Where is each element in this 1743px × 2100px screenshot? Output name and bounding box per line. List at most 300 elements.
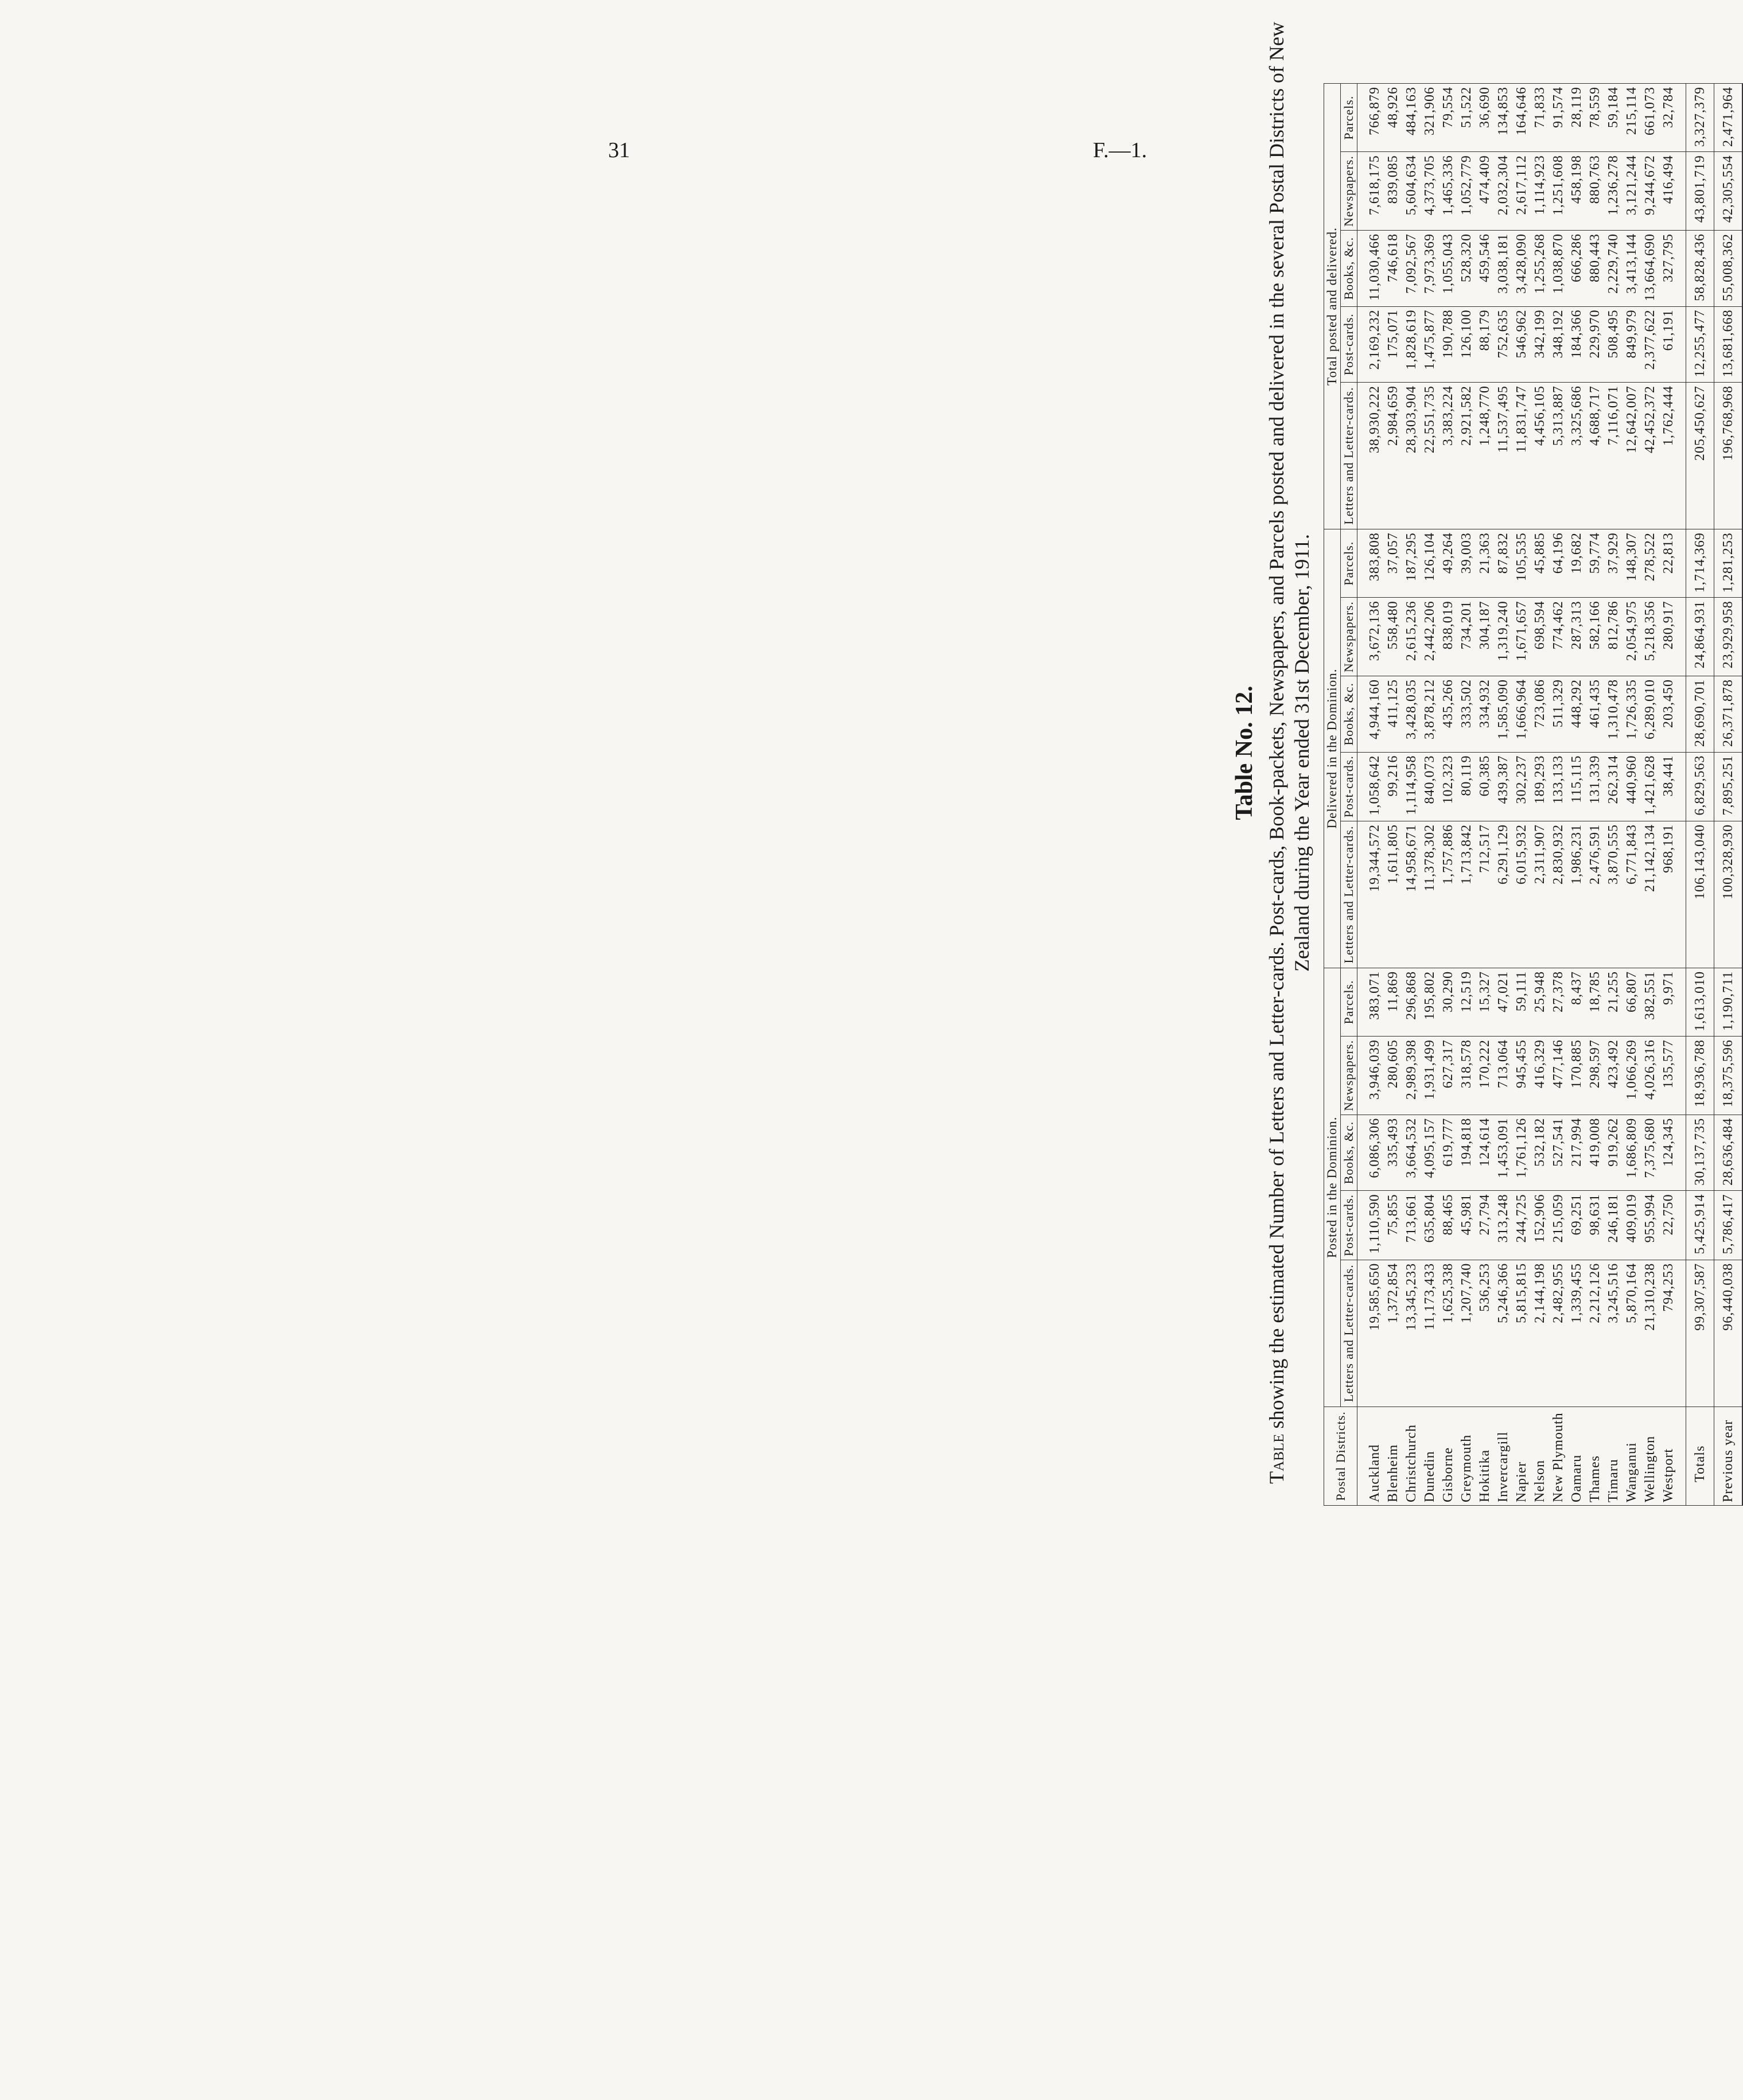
title-block <box>1231 0 1314 1506</box>
table-cell: 7,116,071 <box>1604 383 1623 529</box>
table-cell: 13,681,668 <box>1714 306 1743 383</box>
table-cell: 558,480 <box>1384 598 1402 676</box>
delivered-group-header: Delivered in the Dominion. <box>1324 529 1341 968</box>
table-cell: 2,311,907 <box>1531 821 1549 968</box>
table-cell: 1,114,958 <box>1402 752 1421 821</box>
table-cell: 527,541 <box>1549 1115 1567 1191</box>
totals-row <box>1686 84 1714 1506</box>
table-cell: 582,166 <box>1586 598 1604 676</box>
district-label: Gisborne <box>1439 1407 1457 1505</box>
table-cell: 170,222 <box>1476 1037 1494 1115</box>
table-cell: 1,761,126 <box>1512 1115 1531 1191</box>
table-cell: 194,818 <box>1457 1115 1476 1191</box>
total-group-header: Total posted and delivered. <box>1324 84 1341 529</box>
table-cell: 175,071 <box>1384 306 1402 383</box>
table-cell: 416,494 <box>1659 152 1686 231</box>
table-cell: 477,146 <box>1549 1037 1567 1115</box>
table-cell: 298,597 <box>1586 1037 1604 1115</box>
table-cell: 423,492 <box>1604 1037 1623 1115</box>
district-header: Postal Districts. <box>1324 1407 1357 1505</box>
district-label: Auckland <box>1357 1407 1384 1505</box>
table-cell: 2,054,975 <box>1623 598 1641 676</box>
table-cell: 774,462 <box>1549 598 1567 676</box>
table-cell: 91,574 <box>1549 84 1567 152</box>
table-cell: 280,605 <box>1384 1037 1402 1115</box>
table-cell: 1,339,455 <box>1567 1260 1586 1407</box>
table-cell: 27,378 <box>1549 968 1567 1036</box>
table-cell: 511,329 <box>1549 676 1567 752</box>
table-cell: 126,100 <box>1457 306 1476 383</box>
table-cell: 87,832 <box>1494 529 1512 598</box>
table-cell: 3,870,555 <box>1604 821 1623 968</box>
table-cell: 39,003 <box>1457 529 1476 598</box>
table-cell: 6,086,306 <box>1357 1115 1384 1191</box>
table-cell: 723,086 <box>1531 676 1549 752</box>
table-number: Table No. 12. <box>1231 685 1258 820</box>
table-cell: 105,535 <box>1512 529 1531 598</box>
subheader-cell: Newspapers. <box>1341 598 1357 676</box>
subheader-cell: Newspapers. <box>1341 152 1357 231</box>
table-row <box>1494 84 1512 1506</box>
district-label: Greymouth <box>1457 1407 1476 1505</box>
table-cell: 6,829,563 <box>1686 752 1714 821</box>
district-label: Oamaru <box>1567 1407 1586 1505</box>
table-cell: 71,833 <box>1531 84 1549 152</box>
table-cell: 28,119 <box>1567 84 1586 152</box>
table-cell: 1,207,740 <box>1457 1260 1476 1407</box>
table-cell: 508,495 <box>1604 306 1623 383</box>
subheader-row <box>1341 84 1357 1506</box>
table-cell: 1,714,369 <box>1686 529 1714 598</box>
district-label: New Plymouth <box>1549 1407 1567 1505</box>
table-cell: 5,870,164 <box>1623 1260 1641 1407</box>
table-cell: 5,425,914 <box>1686 1191 1714 1260</box>
table-cell: 11,831,747 <box>1512 383 1531 529</box>
table-cell: 7,895,251 <box>1714 752 1743 821</box>
table-cell: 5,604,634 <box>1402 152 1421 231</box>
table-row <box>1659 84 1686 1506</box>
table-cell: 342,199 <box>1531 306 1549 383</box>
table-row <box>1457 84 1476 1506</box>
table-cell: 461,435 <box>1586 676 1604 752</box>
table-cell: 1,038,870 <box>1549 230 1567 306</box>
table-cell: 45,885 <box>1531 529 1549 598</box>
table-cell: 12,642,007 <box>1623 383 1641 529</box>
table-cell: 3,878,212 <box>1421 676 1439 752</box>
table-cell: 22,813 <box>1659 529 1686 598</box>
table-cell: 3,672,136 <box>1357 598 1384 676</box>
table-cell: 4,456,105 <box>1531 383 1549 529</box>
table-cell: 296,868 <box>1402 968 1421 1036</box>
table-cell: 1,248,770 <box>1476 383 1494 529</box>
table-cell: 11,378,302 <box>1421 821 1439 968</box>
district-label: Napier <box>1512 1407 1531 1505</box>
table-cell: 22,551,735 <box>1421 383 1439 529</box>
table-cell: 458,198 <box>1567 152 1586 231</box>
table-caption <box>1264 0 1314 1506</box>
table-cell: 955,994 <box>1641 1191 1659 1260</box>
subheader-cell: Post-cards. <box>1341 1191 1357 1260</box>
table-cell: 849,979 <box>1623 306 1641 383</box>
table-cell: 2,032,304 <box>1494 152 1512 231</box>
table-cell: 1,052,779 <box>1457 152 1476 231</box>
table-cell: 635,804 <box>1421 1191 1439 1260</box>
table-cell: 1,055,043 <box>1439 230 1457 306</box>
table-cell: 1,251,608 <box>1549 152 1567 231</box>
table-cell: 18,936,788 <box>1686 1037 1714 1115</box>
table-cell: 99,307,587 <box>1686 1260 1714 1407</box>
table-row <box>1512 84 1531 1506</box>
table-cell: 1,625,338 <box>1439 1260 1457 1407</box>
table-cell: 1,066,269 <box>1623 1037 1641 1115</box>
table-cell: 302,237 <box>1512 752 1531 821</box>
district-label: Thames <box>1586 1407 1604 1505</box>
table-cell: 42,305,554 <box>1714 152 1743 231</box>
table-cell: 59,774 <box>1586 529 1604 598</box>
table-cell: 131,339 <box>1586 752 1604 821</box>
table-cell: 321,906 <box>1421 84 1439 152</box>
page-reference: F.—1. <box>1093 138 1147 162</box>
table-cell: 11,173,433 <box>1421 1260 1439 1407</box>
table-row <box>1384 84 1402 1506</box>
table-cell: 794,253 <box>1659 1260 1686 1407</box>
table-cell: 1,255,268 <box>1531 230 1549 306</box>
table-cell: 75,855 <box>1384 1191 1402 1260</box>
table-row <box>1549 84 1567 1506</box>
table-cell: 812,786 <box>1604 598 1623 676</box>
table-cell: 12,519 <box>1457 968 1476 1036</box>
table-cell: 215,059 <box>1549 1191 1567 1260</box>
table-row <box>1476 84 1494 1506</box>
table-cell: 115,115 <box>1567 752 1586 821</box>
table-cell: 4,373,705 <box>1421 152 1439 231</box>
table-cell: 528,320 <box>1457 230 1476 306</box>
table-cell: 448,292 <box>1567 676 1586 752</box>
table-cell: 712,517 <box>1476 821 1494 968</box>
table-cell: 28,690,701 <box>1686 676 1714 752</box>
table-cell: 484,163 <box>1402 84 1421 152</box>
table-cell: 2,476,591 <box>1586 821 1604 968</box>
table-cell: 1,762,444 <box>1659 383 1686 529</box>
table-cell: 1,421,628 <box>1641 752 1659 821</box>
district-label: Invercargill <box>1494 1407 1512 1505</box>
table-cell: 1,931,499 <box>1421 1037 1439 1115</box>
table-cell: 205,450,627 <box>1686 383 1714 529</box>
table-cell: 3,428,035 <box>1402 676 1421 752</box>
table-cell: 532,182 <box>1531 1115 1549 1191</box>
table-cell: 19,585,650 <box>1357 1260 1384 1407</box>
table-cell: 4,688,717 <box>1586 383 1604 529</box>
table-cell: 698,594 <box>1531 598 1549 676</box>
table-row <box>1641 84 1659 1506</box>
table-cell: 1,319,240 <box>1494 598 1512 676</box>
table-cell: 21,363 <box>1476 529 1494 598</box>
table-cell: 61,191 <box>1659 306 1686 383</box>
table-cell: 1,190,711 <box>1714 968 1743 1036</box>
table-cell: 3,325,686 <box>1567 383 1586 529</box>
table-row <box>1604 84 1623 1506</box>
table-cell: 98,631 <box>1586 1191 1604 1260</box>
table-cell: 215,114 <box>1623 84 1641 152</box>
table-cell: 184,366 <box>1567 306 1586 383</box>
table-cell: 2,482,955 <box>1549 1260 1567 1407</box>
district-label: Nelson <box>1531 1407 1549 1505</box>
table-cell: 11,869 <box>1384 968 1402 1036</box>
table-cell: 2,377,622 <box>1641 306 1659 383</box>
table-cell: 2,989,398 <box>1402 1037 1421 1115</box>
table-cell: 880,443 <box>1586 230 1604 306</box>
table-cell: 170,885 <box>1567 1037 1586 1115</box>
table-cell: 440,960 <box>1623 752 1641 821</box>
table-cell: 19,682 <box>1567 529 1586 598</box>
table-cell: 3,428,090 <box>1512 230 1531 306</box>
table-cell: 1,828,619 <box>1402 306 1421 383</box>
table-cell: 318,578 <box>1457 1037 1476 1115</box>
table-cell: 304,187 <box>1476 598 1494 676</box>
table-cell: 409,019 <box>1623 1191 1641 1260</box>
totals-label: Totals <box>1686 1407 1714 1505</box>
table-cell: 839,085 <box>1384 152 1402 231</box>
table-cell: 713,064 <box>1494 1037 1512 1115</box>
table-cell: 23,929,958 <box>1714 598 1743 676</box>
table-cell: 7,618,175 <box>1357 152 1384 231</box>
table-cell: 2,830,932 <box>1549 821 1567 968</box>
table-cell: 1,757,886 <box>1439 821 1457 968</box>
table-cell: 21,142,134 <box>1641 821 1659 968</box>
table-cell: 126,104 <box>1421 529 1439 598</box>
table-cell: 1,986,231 <box>1567 821 1586 968</box>
district-label: Wellington <box>1641 1407 1659 1505</box>
district-label: Hokitika <box>1476 1407 1494 1505</box>
subheader-cell: Letters and Letter-cards. <box>1341 383 1357 529</box>
caption-rest: showing the estimated Number of Letters and Letter-cards. Post-cards, Book-packets, Newspapers, and Parcels posted and delivered in the several Postal Districts of New Zealand during the Year ended 31st December, 1911. <box>1265 22 1313 1434</box>
table-body <box>1357 84 1686 1506</box>
caption-lead: Table <box>1265 1433 1288 1484</box>
table-cell: 58,828,436 <box>1686 230 1714 306</box>
table-cell: 217,994 <box>1567 1115 1586 1191</box>
table-cell: 2,471,964 <box>1714 84 1743 152</box>
table-cell: 106,143,040 <box>1686 821 1714 968</box>
table-cell: 4,944,160 <box>1357 676 1384 752</box>
table-cell: 38,930,222 <box>1357 383 1384 529</box>
table-cell: 1,310,478 <box>1604 676 1623 752</box>
table-cell: 7,973,369 <box>1421 230 1439 306</box>
table-cell: 1,613,010 <box>1686 968 1714 1036</box>
table-cell: 335,493 <box>1384 1115 1402 1191</box>
table-cell: 88,465 <box>1439 1191 1457 1260</box>
table-cell: 1,475,877 <box>1421 306 1439 383</box>
table-cell: 27,794 <box>1476 1191 1494 1260</box>
table-row <box>1567 84 1586 1506</box>
table-cell: 100,328,930 <box>1714 821 1743 968</box>
table-cell: 24,864,931 <box>1686 598 1714 676</box>
table-cell: 411,125 <box>1384 676 1402 752</box>
table-cell: 196,768,968 <box>1714 383 1743 529</box>
table-cell: 333,502 <box>1457 676 1476 752</box>
table-cell: 49,264 <box>1439 529 1457 598</box>
table-cell: 37,929 <box>1604 529 1623 598</box>
postal-table <box>1324 83 1743 1506</box>
table-cell: 42,452,372 <box>1641 383 1659 529</box>
table-cell: 59,111 <box>1512 968 1531 1036</box>
table-cell: 1,281,253 <box>1714 529 1743 598</box>
table-cell: 713,661 <box>1402 1191 1421 1260</box>
table-row <box>1586 84 1604 1506</box>
district-label: Blenheim <box>1384 1407 1402 1505</box>
table-cell: 1,585,090 <box>1494 676 1512 752</box>
table-cell: 1,726,335 <box>1623 676 1641 752</box>
table-cell: 9,244,672 <box>1641 152 1659 231</box>
table-cell: 51,522 <box>1457 84 1476 152</box>
table-cell: 661,073 <box>1641 84 1659 152</box>
table-cell: 1,114,923 <box>1531 152 1549 231</box>
table-row <box>1421 84 1439 1506</box>
district-label: Wanganui <box>1623 1407 1641 1505</box>
table-cell: 134,853 <box>1494 84 1512 152</box>
district-label: Westport <box>1659 1407 1686 1505</box>
table-cell: 26,371,878 <box>1714 676 1743 752</box>
table-cell: 5,313,887 <box>1549 383 1567 529</box>
table-cell: 1,110,590 <box>1357 1191 1384 1260</box>
table-cell: 15,327 <box>1476 968 1494 1036</box>
table-row <box>1531 84 1549 1506</box>
table-cell: 21,310,238 <box>1641 1260 1659 1407</box>
table-cell: 45,981 <box>1457 1191 1476 1260</box>
table-cell: 313,248 <box>1494 1191 1512 1260</box>
table-cell: 2,212,126 <box>1586 1260 1604 1407</box>
table-cell: 96,440,038 <box>1714 1260 1743 1407</box>
table-cell: 287,313 <box>1567 598 1586 676</box>
previous-year-label: Previous year <box>1714 1407 1743 1505</box>
table-cell: 278,522 <box>1641 529 1659 598</box>
table-cell: 4,095,157 <box>1421 1115 1439 1191</box>
district-label: Christchurch <box>1402 1407 1421 1505</box>
table-cell: 1,372,854 <box>1384 1260 1402 1407</box>
table-cell: 1,686,809 <box>1623 1115 1641 1191</box>
table-cell: 1,465,336 <box>1439 152 1457 231</box>
table-cell: 124,614 <box>1476 1115 1494 1191</box>
table-cell: 6,015,932 <box>1512 821 1531 968</box>
table-cell: 79,554 <box>1439 84 1457 152</box>
table-cell: 2,617,112 <box>1512 152 1531 231</box>
table-cell: 189,293 <box>1531 752 1549 821</box>
table-cell: 280,917 <box>1659 598 1686 676</box>
rotated-table-block <box>1231 0 1743 1506</box>
table-cell: 135,577 <box>1659 1037 1686 1115</box>
table-cell: 244,725 <box>1512 1191 1531 1260</box>
subheader-cell: Letters and Letter-cards. <box>1341 1260 1357 1407</box>
table-cell: 190,788 <box>1439 306 1457 383</box>
posted-group-header: Posted in the Dominion. <box>1324 968 1341 1407</box>
table-cell: 11,537,495 <box>1494 383 1512 529</box>
table-cell: 546,962 <box>1512 306 1531 383</box>
table-cell: 2,442,206 <box>1421 598 1439 676</box>
table-cell: 474,409 <box>1476 152 1494 231</box>
table-cell: 416,329 <box>1531 1037 1549 1115</box>
table-cell: 59,184 <box>1604 84 1623 152</box>
table-cell: 2,144,198 <box>1531 1260 1549 1407</box>
table-cell: 348,192 <box>1549 306 1567 383</box>
table-cell: 5,246,366 <box>1494 1260 1512 1407</box>
table-cell: 187,295 <box>1402 529 1421 598</box>
table-cell: 459,546 <box>1476 230 1494 306</box>
table-cell: 133,133 <box>1549 752 1567 821</box>
table-cell: 28,636,484 <box>1714 1115 1743 1191</box>
subheader-cell: Post-cards. <box>1341 306 1357 383</box>
table-cell: 11,030,466 <box>1357 230 1384 306</box>
table-cell: 334,932 <box>1476 676 1494 752</box>
table-cell: 152,906 <box>1531 1191 1549 1260</box>
table-cell: 7,375,680 <box>1641 1115 1659 1191</box>
subheader-cell: Parcels. <box>1341 529 1357 598</box>
subheader-cell: Parcels. <box>1341 968 1357 1036</box>
subheader-cell: Newspapers. <box>1341 1037 1357 1115</box>
table-cell: 327,795 <box>1659 230 1686 306</box>
table-cell: 32,784 <box>1659 84 1686 152</box>
table-cell: 1,713,842 <box>1457 821 1476 968</box>
table-cell: 2,984,659 <box>1384 383 1402 529</box>
table-cell: 22,750 <box>1659 1191 1686 1260</box>
table-cell: 164,646 <box>1512 84 1531 152</box>
table-cell: 148,307 <box>1623 529 1641 598</box>
table-cell: 752,635 <box>1494 306 1512 383</box>
table-cell: 3,946,039 <box>1357 1037 1384 1115</box>
table-cell: 246,181 <box>1604 1191 1623 1260</box>
table-cell: 18,375,596 <box>1714 1037 1743 1115</box>
table-cell: 382,551 <box>1641 968 1659 1036</box>
district-label: Timaru <box>1604 1407 1623 1505</box>
table-cell: 262,314 <box>1604 752 1623 821</box>
table-cell: 1,453,091 <box>1494 1115 1512 1191</box>
table-cell: 12,255,477 <box>1686 306 1714 383</box>
table-cell: 627,317 <box>1439 1037 1457 1115</box>
table-cell: 838,019 <box>1439 598 1457 676</box>
table-cell: 8,437 <box>1567 968 1586 1036</box>
table-cell: 21,255 <box>1604 968 1623 1036</box>
table-cell: 3,245,516 <box>1604 1260 1623 1407</box>
table-cell: 1,058,642 <box>1357 752 1384 821</box>
table-cell: 1,611,805 <box>1384 821 1402 968</box>
table-cell: 1,671,657 <box>1512 598 1531 676</box>
table-cell: 5,218,356 <box>1641 598 1659 676</box>
table-cell: 18,785 <box>1586 968 1604 1036</box>
table-cell: 435,266 <box>1439 676 1457 752</box>
table-cell: 25,948 <box>1531 968 1549 1036</box>
table-cell: 919,262 <box>1604 1115 1623 1191</box>
table-cell: 13,345,233 <box>1402 1260 1421 1407</box>
subheader-cell: Letters and Letter-cards. <box>1341 821 1357 968</box>
table-cell: 30,290 <box>1439 968 1457 1036</box>
table-cell: 48,926 <box>1384 84 1402 152</box>
table-cell: 28,303,904 <box>1402 383 1421 529</box>
subheader-cell: Parcels. <box>1341 84 1357 152</box>
table-cell: 3,383,224 <box>1439 383 1457 529</box>
table-cell: 3,038,181 <box>1494 230 1512 306</box>
table-cell: 536,253 <box>1476 1260 1494 1407</box>
table-cell: 64,196 <box>1549 529 1567 598</box>
table-cell: 47,021 <box>1494 968 1512 1036</box>
table-cell: 746,618 <box>1384 230 1402 306</box>
table-cell: 4,026,316 <box>1641 1037 1659 1115</box>
table-cell: 102,323 <box>1439 752 1457 821</box>
table-cell: 30,137,735 <box>1686 1115 1714 1191</box>
table-cell: 195,802 <box>1421 968 1439 1036</box>
table-row <box>1623 84 1641 1506</box>
table-cell: 439,387 <box>1494 752 1512 821</box>
page-number: 31 <box>608 138 630 162</box>
table-cell: 6,289,010 <box>1641 676 1659 752</box>
subheader-cell: Post-cards. <box>1341 752 1357 821</box>
